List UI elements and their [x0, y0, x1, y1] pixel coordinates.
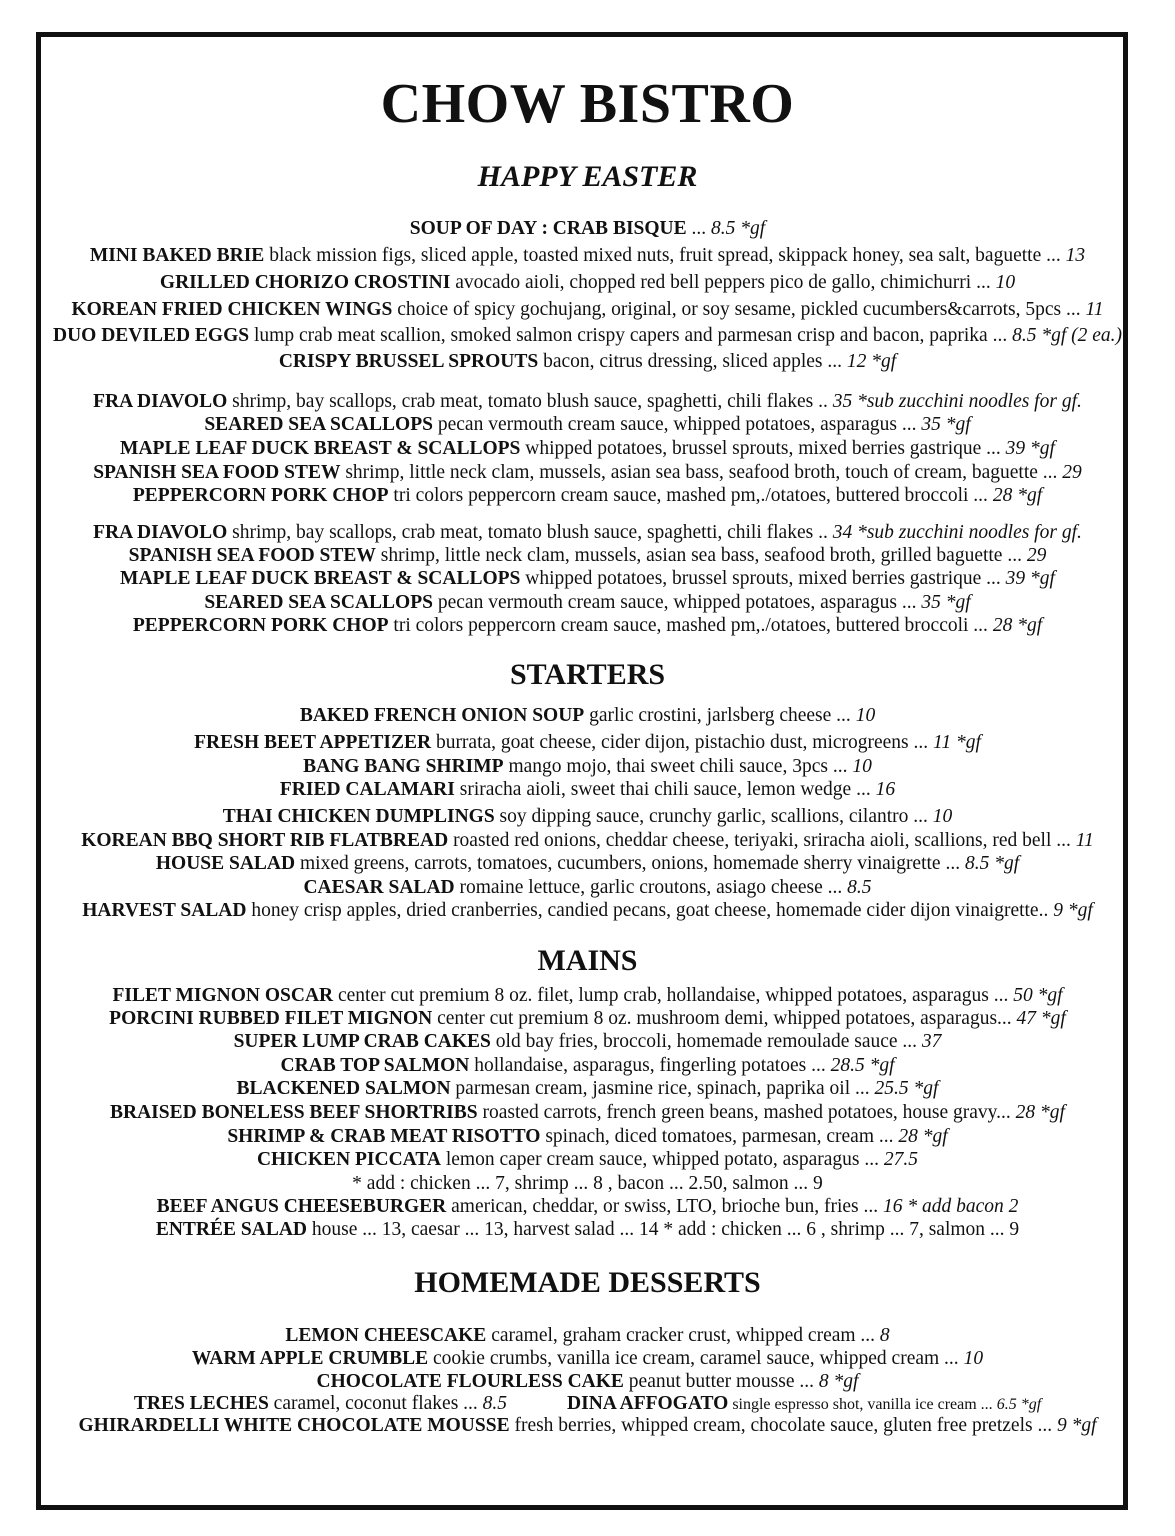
menu-item: FRIED CALAMARI sriracha aioli, sweet thai chili sauce, lemon wedge ... 16	[279, 779, 896, 800]
menu-item: BRAISED BONELESS BEEF SHORTRIBS roasted carrots, french green beans, mashed potatoes, house gravy... 28 *gf	[110, 1102, 1065, 1123]
menu-item: SPANISH SEA FOOD STEW shrimp, little neck clam, mussels, asian sea bass, seafood broth, touch of cream, baguette ... 29	[93, 462, 1082, 483]
menu-item: BAKED FRENCH ONION SOUP garlic crostini, jarlsberg cheese ... 10	[299, 705, 876, 726]
menu-item: HOUSE SALAD mixed greens, carrots, tomatoes, cucumbers, onions, homemade sherry vinaigrette ... 8.5 *gf	[155, 853, 1020, 874]
menu-item: PEPPERCORN PORK CHOP tri colors peppercorn cream sauce, mashed pm,./otatoes, buttered broccoli ... 28 *gf	[132, 615, 1043, 636]
menu-item: CRISPY BRUSSEL SPROUTS bacon, citrus dressing, sliced apples ... 12 *gf	[278, 351, 897, 372]
menu-item: CHICKEN PICCATA lemon caper cream sauce, whipped potato, asparagus ... 27.5	[256, 1149, 919, 1170]
section-heading-mains: MAINS	[537, 944, 638, 977]
menu-item: ENTRÉE SALAD house ... 13, caesar ... 13, harvest salad ... 14 * add : chicken ... 6 , shrimp ... 7, salmon ... 9	[155, 1219, 1020, 1240]
menu-item: CHOCOLATE FLOURLESS CAKE peanut butter mousse ... 8 *gf	[316, 1371, 859, 1392]
menu-item: BANG BANG SHRIMP mango mojo, thai sweet chili sauce, 3pcs ... 10	[303, 756, 872, 777]
restaurant-name: CHOW BISTRO	[380, 73, 795, 135]
menu-item: MAPLE LEAF DUCK BREAST & SCALLOPS whipped potatoes, brussel sprouts, mixed berries gastrique ... 39 *gf	[120, 438, 1055, 459]
menu-item: PEPPERCORN PORK CHOP tri colors peppercorn cream sauce, mashed pm,./otatoes, buttered broccoli ... 28 *gf	[132, 485, 1043, 506]
menu-item: DUO DEVILED EGGS lump crab meat scallion, smoked salmon crispy capers and parmesan crisp and bacon, paprika ... 8.5 *gf (2 ea.)	[52, 325, 1123, 346]
menu-item: MAPLE LEAF DUCK BREAST & SCALLOPS whipped potatoes, brussel sprouts, mixed berries gastrique ... 39 *gf	[120, 568, 1055, 589]
menu-item: FRA DIAVOLO shrimp, bay scallops, crab meat, tomato blush sauce, spaghetti, chili flakes .. 35 *sub zucchini noodles for gf.	[93, 391, 1082, 412]
section-heading-starters: STARTERS	[509, 658, 666, 691]
menu-item: FRESH BEET APPETIZER burrata, goat cheese, cider dijon, pistachio dust, microgreens ... 11 *gf	[194, 732, 981, 753]
menu-item: SUPER LUMP CRAB CAKES old bay fries, broccoli, homemade remoulade sauce ... 37	[233, 1031, 942, 1052]
menu-item: SEARED SEA SCALLOPS pecan vermouth cream sauce, whipped potatoes, asparagus ... 35 *gf	[204, 414, 971, 435]
menu-item-addons: * add : chicken ... 7, shrimp ... 8 , bacon ... 2.50, salmon ... 9	[352, 1173, 823, 1194]
menu-item: THAI CHICKEN DUMPLINGS soy dipping sauce, crunchy garlic, scallions, cilantro ... 10	[222, 806, 953, 827]
menu-item: KOREAN BBQ SHORT RIB FLATBREAD roasted red onions, cheddar cheese, teriyaki, sriracha aioli, scallions, red bell ... 11	[81, 830, 1094, 851]
menu-item: SPANISH SEA FOOD STEW shrimp, little neck clam, mussels, asian sea bass, seafood broth, grilled baguette ... 29	[128, 545, 1047, 566]
menu-item: BLACKENED SALMON parmesan cream, jasmine rice, spinach, paprika oil ... 25.5 *gf	[236, 1078, 939, 1099]
menu-item: LEMON CHEESCAKE caramel, graham cracker crust, whipped cream ... 8	[285, 1325, 890, 1346]
menu-item-pair: TRES LECHES caramel, coconut flakes ... 8.5 DINA AFFOGATO single espresso shot, vanilla ice cream ... 6.5 *gf	[133, 1393, 1042, 1414]
occasion-heading: HAPPY EASTER	[477, 160, 698, 193]
menu-item: WARM APPLE CRUMBLE cookie crumbs, vanilla ice cream, caramel sauce, whipped cream ... 10	[191, 1348, 984, 1369]
menu-item: FRA DIAVOLO shrimp, bay scallops, crab meat, tomato blush sauce, spaghetti, chili flakes .. 34 *sub zucchini noodles for gf.	[93, 522, 1082, 543]
menu-item: CAESAR SALAD romaine lettuce, garlic croutons, asiago cheese ... 8.5	[303, 877, 872, 898]
menu-item: SEARED SEA SCALLOPS pecan vermouth cream sauce, whipped potatoes, asparagus ... 35 *gf	[204, 592, 971, 613]
menu-item: MINI BAKED BRIE black mission figs, sliced apple, toasted mixed nuts, fruit spread, skippack honey, sea salt, baguette ... 13	[89, 245, 1086, 266]
section-heading-desserts: HOMEMADE DESSERTS	[414, 1266, 761, 1299]
menu-item: BEEF ANGUS CHEESEBURGER american, cheddar, or swiss, LTO, brioche bun, fries ... 16 * add bacon 2	[156, 1196, 1019, 1217]
menu-item: SHRIMP & CRAB MEAT RISOTTO spinach, diced tomatoes, parmesan, cream ... 28 *gf	[227, 1126, 948, 1147]
menu-item: SOUP OF DAY : CRAB BISQUE ... 8.5 *gf	[409, 218, 766, 239]
menu-item: FILET MIGNON OSCAR center cut premium 8 oz. filet, lump crab, hollandaise, whipped potatoes, asparagus ... 50 *gf	[112, 985, 1063, 1006]
menu-item: GRILLED CHORIZO CROSTINI avocado aioli, chopped red bell peppers pico de gallo, chimichurri ... 10	[159, 272, 1016, 293]
menu-item: HARVEST SALAD honey crisp apples, dried cranberries, candied pecans, goat cheese, homemade cider dijon vinaigrette.. 9 *gf	[82, 900, 1093, 921]
menu-item: GHIRARDELLI WHITE CHOCOLATE MOUSSE fresh berries, whipped cream, chocolate sauce, gluten free pretzels ... 9 *gf	[78, 1415, 1097, 1436]
menu-item: PORCINI RUBBED FILET MIGNON center cut premium 8 oz. mushroom demi, whipped potatoes, asparagus... 47 *gf	[109, 1008, 1066, 1029]
menu-item: KOREAN FRIED CHICKEN WINGS choice of spicy gochujang, original, or soy sesame, pickled cucumbers&carrots, 5pcs ... 11	[71, 299, 1104, 320]
menu-item: CRAB TOP SALMON hollandaise, asparagus, fingerling potatoes ... 28.5 *gf	[280, 1055, 895, 1076]
